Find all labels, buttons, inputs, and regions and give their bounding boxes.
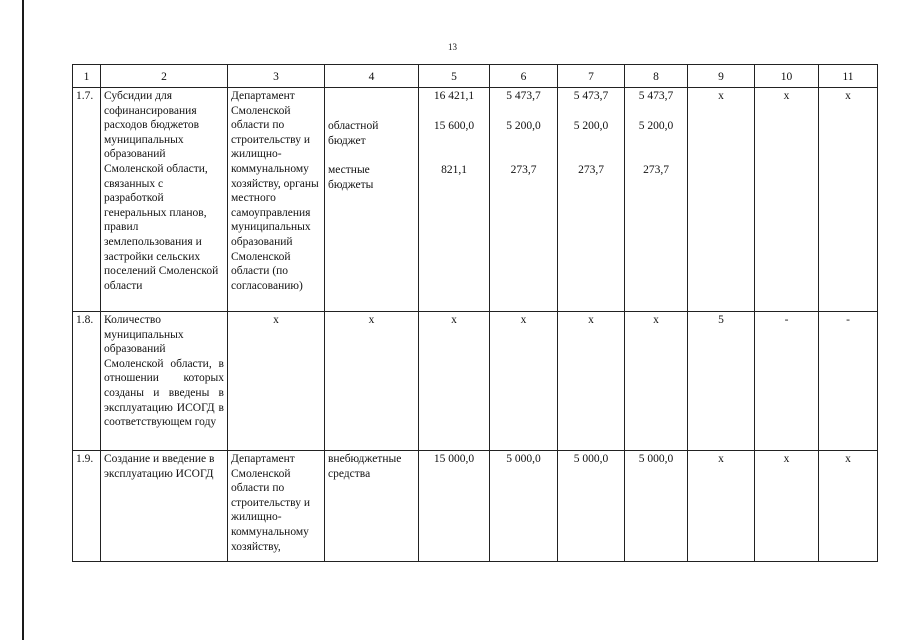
program-table (72, 64, 878, 562)
header-cell: 4 (325, 65, 419, 88)
value-line: 5 200,0 (506, 120, 541, 132)
table-row (73, 88, 878, 312)
value-cell: х (490, 312, 558, 451)
row-number: 1.7. (73, 88, 101, 312)
value-cell (490, 88, 558, 312)
row-name: Субсидии для софинансирования расходов бюджетов муниципальных образований Смоленской области, связанных с разработкой генеральных планов, правил землепользования и застройки сельских поселений Смоленской области (101, 88, 228, 312)
header-cell: 10 (755, 65, 819, 88)
value-line: 821,1 (441, 164, 467, 176)
value-cell: 15 000,0 (419, 451, 490, 562)
row-source: х (325, 312, 419, 451)
value-line: 15 600,0 (433, 120, 475, 132)
value-cell: 5 000,0 (625, 451, 688, 562)
row-name: Создание и введение в эксплуатацию ИСОГД (101, 451, 228, 562)
page-number: 13 (448, 42, 457, 52)
header-cell: 9 (688, 65, 755, 88)
value-cell: х (558, 312, 625, 451)
row-name: Количество муниципальных образований Смоленской области, в отношении которых созданы и введены в эксплуатацию ИСОГД в соответствующем году (101, 312, 228, 451)
header-cell: 11 (819, 65, 878, 88)
value-line: 5 200,0 (638, 120, 674, 132)
value-cell: х (755, 451, 819, 562)
value-line: 273,7 (643, 164, 669, 176)
value-cell (558, 88, 625, 312)
header-cell: 2 (101, 65, 228, 88)
value-line: 5 473,7 (638, 90, 674, 102)
value-cell: х (755, 88, 819, 312)
value-line: 273,7 (578, 164, 604, 176)
header-row (73, 65, 878, 88)
value-line: 5 473,7 (506, 90, 541, 102)
row-number: 1.9. (73, 451, 101, 562)
value-line: 5 200,0 (573, 120, 609, 132)
row-source: внебюджетные средства (325, 451, 419, 562)
value-line: 5 473,7 (573, 90, 609, 102)
value-cell: 5 000,0 (490, 451, 558, 562)
header-cell: 3 (228, 65, 325, 88)
row-executor: Департамент Смоленской области по строительству и жилищно-коммунальному хозяйству, органы местного самоуправления муниципальных образований Смоленской области (по согласованию) (228, 88, 325, 312)
header-cell: 8 (625, 65, 688, 88)
header-cell: 5 (419, 65, 490, 88)
source-line: областной бюджет (328, 120, 379, 147)
source-line (328, 89, 415, 119)
row-executor: Департамент Смоленской области по строительству и жилищно-коммунальному хозяйству, (228, 451, 325, 562)
row-source (325, 88, 419, 312)
value-cell: - (755, 312, 819, 451)
value-cell (419, 88, 490, 312)
header-cell: 6 (490, 65, 558, 88)
table-row (73, 312, 878, 451)
value-cell: 5 (688, 312, 755, 451)
value-line: 16 421,1 (433, 90, 475, 102)
row-executor: х (228, 312, 325, 451)
row-number: 1.8. (73, 312, 101, 451)
value-cell: 5 000,0 (558, 451, 625, 562)
value-cell: х (819, 451, 878, 562)
value-cell (625, 88, 688, 312)
value-cell: х (819, 88, 878, 312)
value-cell: х (625, 312, 688, 451)
value-cell: х (419, 312, 490, 451)
value-cell: х (688, 451, 755, 562)
value-cell: - (819, 312, 878, 451)
header-cell: 7 (558, 65, 625, 88)
scan-edge-line (22, 0, 24, 640)
header-cell: 1 (73, 65, 101, 88)
source-line: местные бюджеты (328, 164, 374, 191)
value-cell: х (688, 88, 755, 312)
table-row (73, 451, 878, 562)
value-line: 273,7 (510, 164, 537, 176)
